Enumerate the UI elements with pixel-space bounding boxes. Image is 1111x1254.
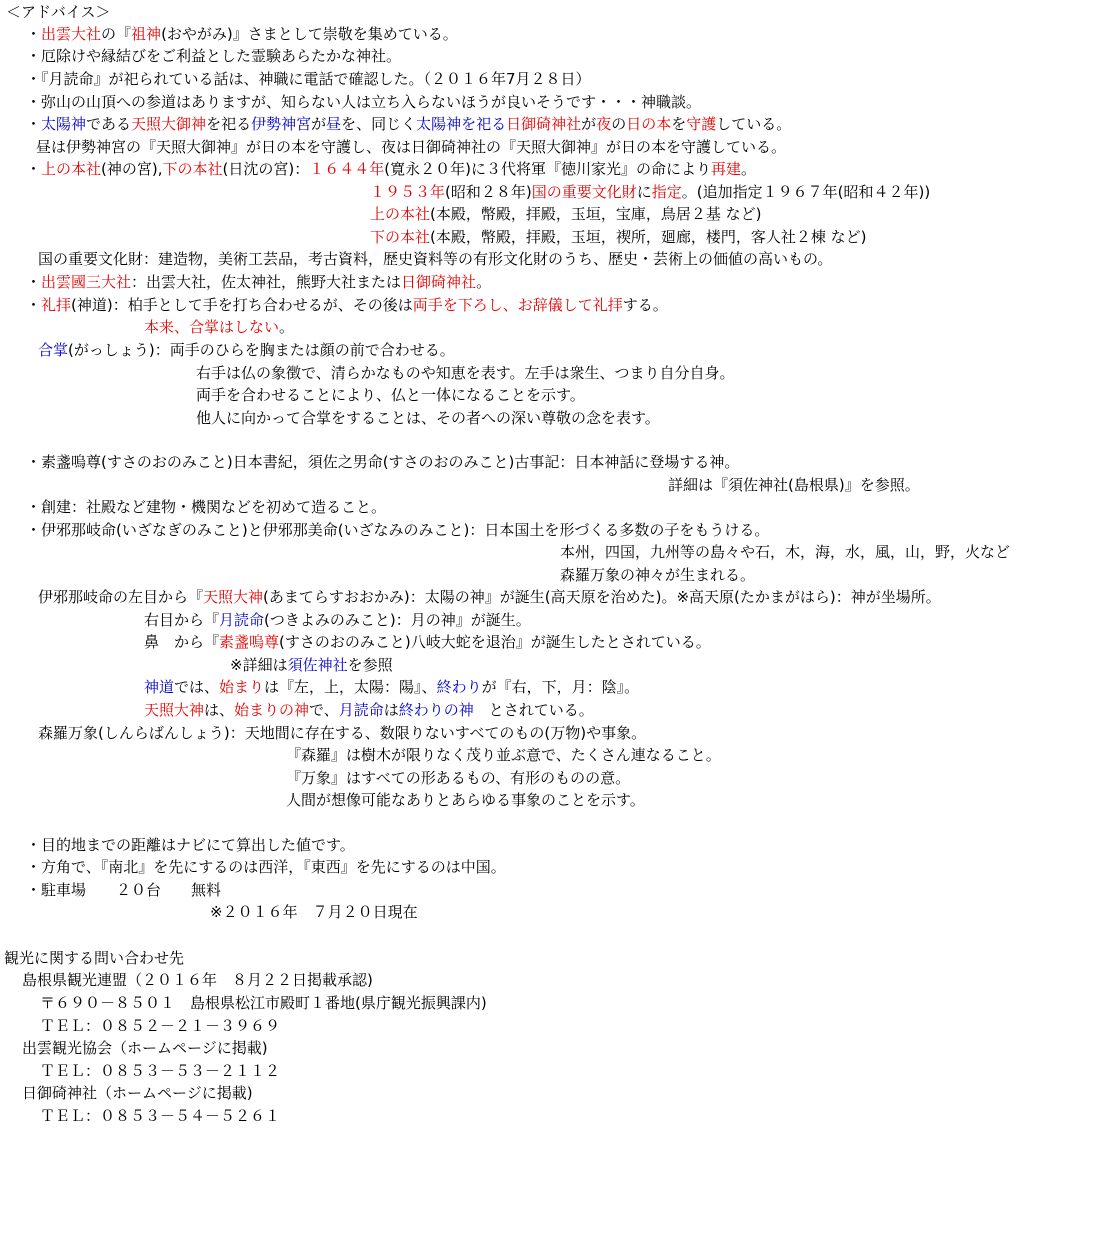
text-segment: ・伊邪那岐命(いざなぎのみこと)と伊邪那美命(いざなみのみこと)：日本国土を形づくる多数の子をもうける。 xyxy=(26,521,770,539)
highlight-red: 両手を下ろし、お辞儀して礼拝 xyxy=(412,296,623,314)
text-line xyxy=(26,880,221,900)
text-segment: は、 xyxy=(204,701,235,719)
text-line xyxy=(370,204,762,224)
text-line xyxy=(144,610,531,630)
text-segment: 。 xyxy=(741,160,757,178)
highlight-red: 上の本社 xyxy=(370,205,431,223)
text-segment: ・『月読命』が祀られている話は、神職に電話で確認した。（２０１６年7月２８日） xyxy=(26,70,591,88)
text-segment: ・ xyxy=(26,115,42,133)
text-line xyxy=(196,385,585,405)
text-segment: (本殿，幣殿，拝殿，玉垣，禊所，廻廊，楼門，客人社２棟 など) xyxy=(430,228,867,246)
text-segment: ・目的地までの距離はナビにて算出した値です。 xyxy=(26,836,355,854)
highlight-red: 始まりの神 xyxy=(234,701,310,719)
text-segment: を参照 xyxy=(347,656,393,674)
text-segment: ＴＥＬ：０８５３－５４－５２６１ xyxy=(40,1107,281,1125)
text-line xyxy=(38,723,646,743)
text-segment: 鼻 から『 xyxy=(144,633,220,651)
highlight-blue: 神道 xyxy=(144,678,175,696)
text-segment: (神道)：柏手として手を打ち合わせるが、その後は xyxy=(71,296,413,314)
text-line xyxy=(26,159,756,179)
text-segment: 他人に向かって合掌をすることは、その者への深い尊敬の念を表す。 xyxy=(196,409,660,427)
text-segment: 森羅万象の神々が生まれる。 xyxy=(560,566,756,584)
text-segment: 昼は伊勢神宮の『天照大御神』が日の本を守護し、夜は日御碕神社の『天照大御神』が日の本を守護している。 xyxy=(36,138,787,156)
text-line xyxy=(38,249,832,269)
text-line xyxy=(26,46,401,66)
highlight-red: 本来、合掌はしない xyxy=(144,318,280,336)
highlight-red: 祖神 xyxy=(131,25,162,43)
text-segment: が『右，下，月：陰』。 xyxy=(481,678,640,696)
text-line xyxy=(144,632,711,652)
text-line xyxy=(38,340,455,360)
text-line xyxy=(26,92,701,112)
text-line xyxy=(26,114,791,134)
text-line xyxy=(286,745,721,765)
advice-heading: ＜アドバイス＞ xyxy=(6,3,111,21)
text-segment: 人間が想像可能なありとあらゆる事象のことを示す。 xyxy=(286,791,645,809)
highlight-red: 日の本 xyxy=(626,115,672,133)
text-segment: 〒６９０－８５０１ 島根県松江市殿町１番地(県庁観光振興課内) xyxy=(40,994,487,1012)
highlight-blue: 伊勢神宮 xyxy=(251,115,312,133)
text-segment: (すさのおのみこと)八岐大蛇を退治』が誕生したとされている。 xyxy=(279,633,711,651)
highlight-red: 天照大神 xyxy=(203,588,264,606)
text-line xyxy=(560,565,755,585)
text-segment: ・素盞嗚尊(すさのおのみこと)日本書紀，須佐之男命(すさのおのみこと)古事記：日本神話に登場する神。 xyxy=(26,453,740,471)
text-line xyxy=(26,272,491,292)
text-line xyxy=(4,948,184,968)
text-segment: (つきよみのみこと)：月の神』が誕生。 xyxy=(264,611,531,629)
text-line xyxy=(26,452,739,472)
text-segment: 両手を合わせることにより、仏と一体になることを示す。 xyxy=(196,386,585,404)
text-line xyxy=(560,542,1010,562)
text-segment: ＴＥＬ：０８５２－２１－３９６９ xyxy=(40,1017,281,1035)
text-line xyxy=(286,790,645,810)
text-segment: である xyxy=(86,115,132,133)
text-line xyxy=(286,768,630,788)
highlight-red: 天照大御神 xyxy=(131,115,207,133)
highlight-blue: 月読命 xyxy=(338,701,384,719)
text-line xyxy=(22,1038,268,1058)
text-line xyxy=(40,993,487,1013)
text-segment: 森羅万象(しんらばんしょう)：天地間に存在する、数限りないすべてのもの(万物)や事象。 xyxy=(38,724,647,742)
text-segment: が xyxy=(311,115,327,133)
text-line xyxy=(230,655,393,675)
highlight-red: 礼拝 xyxy=(41,296,72,314)
text-line xyxy=(40,1016,280,1036)
text-segment: 国の重要文化財：建造物，美術工芸品，考古資料，歴史資料等の有形文化財のうち、歴史・芸術上の価値の高いもの。 xyxy=(38,250,833,268)
text-segment: は『左，上，太陽：陽』、 xyxy=(264,678,437,696)
text-segment: (がっしょう)：両手のひらを胸または顔の前で合わせる。 xyxy=(68,341,455,359)
text-segment: ・駐車場 ２０台 無料 xyxy=(26,881,222,899)
text-line xyxy=(668,475,920,495)
text-segment: を祀る xyxy=(206,115,252,133)
text-segment: 本州，四国，九州等の島々や石，木，海，水，風，山，野，火など xyxy=(560,543,1011,561)
text-segment: (おやがみ)』さまとして崇敬を集めている。 xyxy=(161,25,458,43)
text-segment: の『 xyxy=(101,25,132,43)
text-segment: 出雲観光協会（ホームページに掲載) xyxy=(22,1039,268,1057)
text-segment: を、同じく xyxy=(341,115,417,133)
text-segment: 『森羅』は樹木が限りなく茂り並ぶ意で、たくさん連なること。 xyxy=(286,746,721,764)
text-segment: ・ xyxy=(26,160,42,178)
text-segment: ・厄除けや縁結びをご利益とした霊験あらたかな神社。 xyxy=(26,47,402,65)
text-line xyxy=(370,182,930,202)
text-line xyxy=(196,363,735,383)
highlight-red: 下の本社 xyxy=(370,228,431,246)
text-segment: している。 xyxy=(716,115,792,133)
text-segment: では、 xyxy=(174,678,220,696)
text-segment: (本殿，幣殿，拝殿，玉垣，宝庫，鳥居２基 など) xyxy=(430,205,762,223)
text-line xyxy=(26,69,591,89)
text-segment: の xyxy=(611,115,627,133)
text-segment: 詳細は『須佐神社(島根県)』を参照。 xyxy=(668,476,920,494)
highlight-red: 国の重要文化財 xyxy=(531,183,637,201)
text-segment: ・方角で、『南北』を先にするのは西洋，『東西』を先にするのは中国。 xyxy=(26,858,506,876)
text-line xyxy=(26,24,458,44)
text-segment: 。 xyxy=(476,273,492,291)
text-segment: 右目から『 xyxy=(144,611,220,629)
text-segment: を xyxy=(671,115,687,133)
text-segment: ・創建：社殿など建物・機関などを初めて造ること。 xyxy=(26,498,387,516)
text-line xyxy=(26,835,355,855)
highlight-blue: 終わりの神 xyxy=(398,701,474,719)
highlight-red: 素盞嗚尊 xyxy=(219,633,280,651)
highlight-red: 日御碕神社 xyxy=(401,273,477,291)
highlight-blue: 昼 xyxy=(326,115,342,133)
text-line xyxy=(36,137,786,157)
text-segment: ・ xyxy=(26,296,42,314)
highlight-red: 上の本社 xyxy=(41,160,102,178)
highlight-red: 日御碕神社 xyxy=(506,115,582,133)
text-segment: は xyxy=(383,701,399,719)
text-segment: が xyxy=(581,115,597,133)
highlight-red: １６４４年 xyxy=(309,160,385,178)
text-segment: ※２０１６年 ７月２０日現在 xyxy=(210,903,418,921)
text-line xyxy=(22,970,373,990)
text-segment: 島根県観光連盟（２０１６年 ８月２２日掲載承認) xyxy=(22,971,373,989)
highlight-red: 再建 xyxy=(710,160,741,178)
highlight-blue: 月読命 xyxy=(219,611,265,629)
highlight-red: １９５３年 xyxy=(370,183,446,201)
text-line xyxy=(40,1106,280,1126)
highlight-red: 指定 xyxy=(651,183,682,201)
text-segment: 日御碕神社（ホームページに掲載) xyxy=(22,1084,253,1102)
text-segment: (昭和２８年) xyxy=(445,183,532,201)
text-segment: 『万象』はすべての形あるもの、有形のものの意。 xyxy=(286,769,631,787)
highlight-blue: 太陽神を祀る xyxy=(416,115,507,133)
text-segment: (寛永２０年)に３代将軍『徳川家光』の命により xyxy=(384,160,711,178)
text-segment: ＴＥＬ：０８５３－５３－２１１２ xyxy=(40,1062,281,1080)
text-line xyxy=(26,497,386,517)
highlight-blue: 太陽神 xyxy=(41,115,87,133)
text-segment: (神の宮), xyxy=(101,160,163,178)
text-segment: ：出雲大社，佐太神社，熊野大社または xyxy=(131,273,402,291)
text-line xyxy=(40,1061,280,1081)
text-line xyxy=(144,677,639,697)
highlight-red: 守護 xyxy=(686,115,717,133)
text-segment: 伊邪那岐命の左目から『 xyxy=(38,588,204,606)
highlight-red: 出雲大社 xyxy=(41,25,102,43)
text-segment: ・ xyxy=(26,25,42,43)
text-segment: 右手は仏の象徴で、清らかなものや知恵を表す。左手は衆生、つまり自分自身。 xyxy=(196,364,735,382)
highlight-red: 下の本社 xyxy=(162,160,223,178)
text-segment: 。 xyxy=(279,318,295,336)
text-line xyxy=(144,700,594,720)
text-segment: 観光に関する問い合わせ先 xyxy=(4,949,185,967)
text-line xyxy=(38,587,941,607)
text-segment: する。 xyxy=(622,296,668,314)
text-segment: ・弥山の山頂への参道はありますが、知らない人は立ち入らないほうが良いそうです・・・神職談。 xyxy=(26,93,702,111)
text-line xyxy=(370,227,867,247)
highlight-red: 出雲國三大社 xyxy=(41,273,132,291)
text-line xyxy=(210,902,418,922)
text-segment: に xyxy=(636,183,652,201)
text-line xyxy=(144,317,294,337)
text-segment: (あまてらすおおかみ)：太陽の神』が誕生(高天原を治めた)。※高天原(たかまがはら)：神が坐場所。 xyxy=(263,588,941,606)
text-segment: で、 xyxy=(309,701,339,719)
text-segment: ※詳細は xyxy=(230,656,288,674)
highlight-red: 天照大神 xyxy=(144,701,205,719)
text-segment: (日沈の宮)： xyxy=(222,160,310,178)
text-line xyxy=(22,1083,253,1103)
text-line xyxy=(26,857,506,877)
highlight-blue: 終わり xyxy=(436,678,482,696)
text-line xyxy=(196,408,660,428)
highlight-blue: 合掌 xyxy=(38,341,69,359)
highlight-blue: 須佐神社 xyxy=(287,656,348,674)
highlight-red: 夜 xyxy=(596,115,612,133)
text-line xyxy=(26,520,769,540)
text-segment: ・ xyxy=(26,273,42,291)
highlight-red: 始まり xyxy=(219,678,265,696)
text-segment: とされている。 xyxy=(473,701,594,719)
text-segment: 。(追加指定１９６７年(昭和４２年)) xyxy=(681,183,931,201)
text-line xyxy=(26,295,668,315)
